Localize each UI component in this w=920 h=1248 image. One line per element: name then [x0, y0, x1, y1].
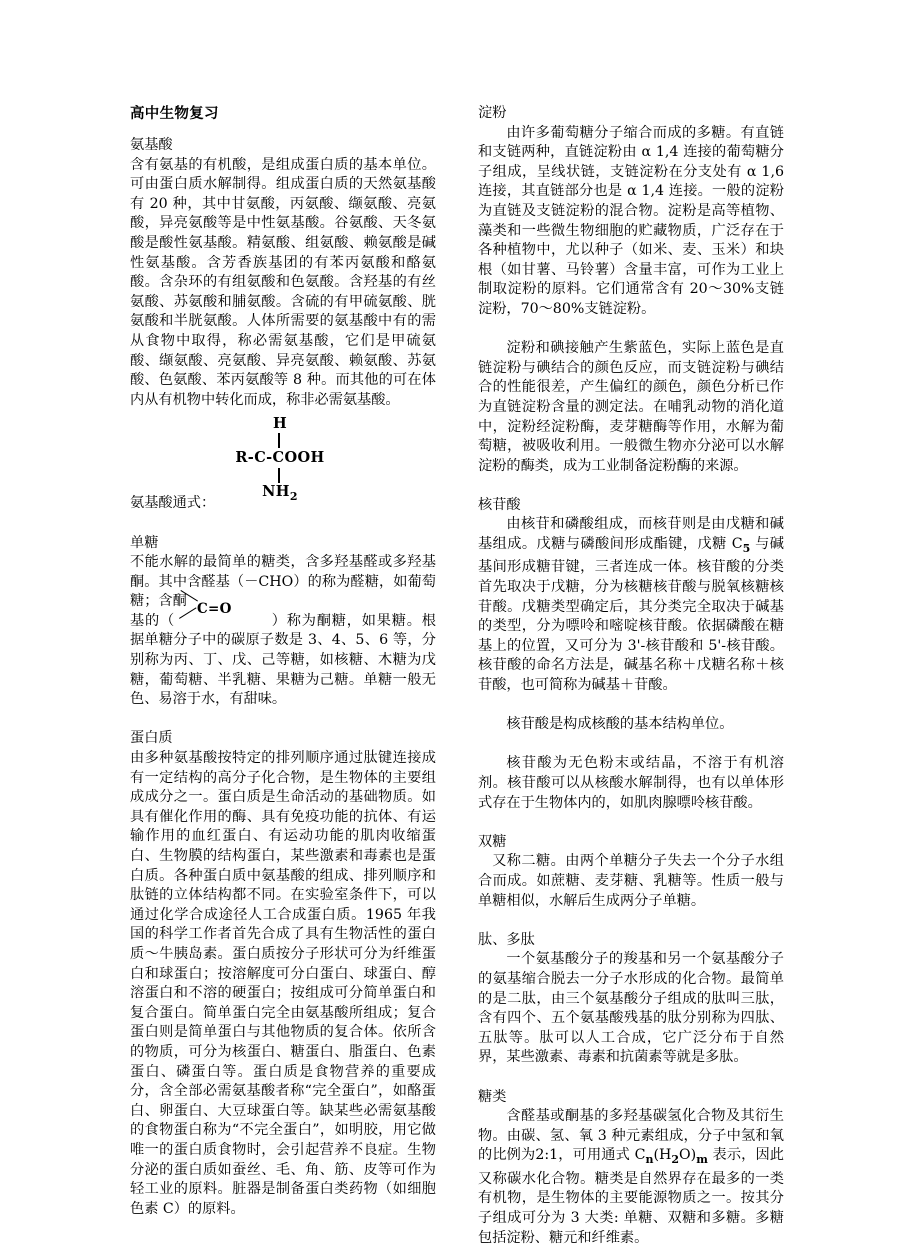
amino-acid-formula-caption: 氨基酸通式： — [130, 495, 216, 512]
ketone-prefix-text: 基的（ — [130, 612, 175, 629]
section-body-monosaccharide-part1: 不能水解的最简单的糖类，含多羟基醛或多羟基酮。其中含醛基（－CHO）的称为醛糖，如葡萄糖；含酮 — [130, 554, 436, 610]
formula-subscript-n: n — [645, 1153, 654, 1167]
spacer — [130, 710, 436, 730]
section-body-monosaccharide-part2 — [130, 600, 436, 710]
section-body-starch-para1: 由许多葡萄糖分子缩合而成的多糖。有直链和支链两种，直链淀粉由 α 1,4 连接的葡萄糖分子组成，呈线状链，支链淀粉在分支处有 α 1,6 连接，其直链部分也是 α 1,4 连接。一般的淀粉为直链及支链淀粉的混合物。淀粉是高等植物、藻类和一些微生物细胞的贮藏物质，广泛存在于各种植物中，尤以种子（如米、麦、玉米）和块根（如甘薯、马铃薯）含量丰富，可作为工业上制取淀粉的原料。它们通常含有 20～30%支链淀粉，70～80%支链淀粉。 — [478, 124, 784, 317]
spacer — [478, 813, 784, 833]
formula-subscript-m: m — [696, 1153, 708, 1167]
formula-amino-base: NH — [262, 483, 290, 501]
section-body-protein: 由多种氨基酸按特定的排列顺序通过肽键连接成有一定结构的高分子化合物，是生物体的主要组成成分之一。蛋白质是生命活动的基础物质。如具有催化作用的酶、具有免疫功能的抗体、有运输作用的血红蛋白、有运动功能的肌肉收缩蛋白、生物膜的结构蛋白，某些激素和毒素也是蛋白质。各种蛋白质中氨基酸的组成、排列顺序和肽链的立体结构都不同。在实验室条件下，可以通过化学合成途径人工合成蛋白质。1965 年我国的科学工作者首先合成了具有生物活性的蛋白质～牛胰岛素。蛋白质按分子形状可分为纤维蛋白和球蛋白；按溶解度可分白蛋白、球蛋白、醇溶蛋白和不溶的硬蛋白；按组成可分简单蛋白和复合蛋白。简单蛋白完全由氨基酸所组成；复合蛋白则是简单蛋白与其他物质的复合体。依所含的物质，可分为核蛋白、糖蛋白、脂蛋白、色素蛋白、磷蛋白等。蛋白质是食物营养的重要成分，含全部必需氨基酸者称“完全蛋白”，如酪蛋白、卵蛋白、大豆球蛋白等。缺某些必需氨基酸的食物蛋白称为“不完全蛋白”，如明胶，用它做唯一的蛋白质食物时，会引起营养不良症。生物分泌的蛋白质如蚕丝、毛、角、筋、皮等可作为轻工业的原料。脏器是制备蛋白类药物（如细胞色素 C）的原料。 — [130, 750, 436, 1217]
formula-bond-upper — [278, 433, 280, 448]
section-heading-starch: 淀粉 — [478, 105, 507, 121]
spacer — [478, 911, 784, 931]
section-heading-protein: 蛋白质 — [130, 730, 173, 747]
formula-backbone: R-C-COOH — [235, 449, 325, 467]
saccharide-text-d: 表示，因此又称碳水化合物。糖类是自然界存在最多的一类有机物，是生物体的主要能源物质之一。按其分子组成可分为 3 大类: 单糖、双糖和多糖。多糖包括淀粉、糖元和纤维素。 — [478, 1147, 784, 1246]
section-heading-peptide: 肽、多肽 — [478, 931, 535, 948]
page-title: 高中生物复习 — [130, 105, 219, 122]
section-heading-monosaccharide: 单糖 — [130, 534, 159, 551]
section-body-disaccharide: 又称二糖。由两个单糖分子失去一个分子水组合而成。如蔗糖、麦芽糖、乳糖等。性质一般与单糖相似，水解后生成两分子单糖。 — [478, 853, 784, 909]
spacer — [478, 320, 784, 340]
spacer — [478, 476, 784, 496]
section-body-nucleotide-para2: 核苷酸是构成核酸的基本结构单位。 — [506, 716, 734, 733]
formula-amino-subscript: 2 — [289, 490, 298, 504]
section-heading-saccharide: 糖类 — [478, 1088, 507, 1105]
section-body-nucleotide-para3: 核苷酸为无色粉末或结晶，不溶于有机溶剂。核苷酸可以从核酸水解制得，也有以单体形式存在于生物体内的，如肌肉腺嘌呤核苷酸。 — [478, 755, 784, 811]
saccharide-text-a: 含醛基或酮基的多羟基碳氢化合物及其衍生物。由碳、氢、氧 3 种元素组成，分子中氢和氧的比例为2:1，可用通式 C — [478, 1108, 784, 1164]
right-column — [478, 104, 784, 1248]
section-body-saccharide — [478, 1107, 784, 1248]
saccharide-text-c: O) — [679, 1147, 697, 1164]
ketone-group-structure — [175, 600, 271, 625]
section-heading-amino-acid: 氨基酸 — [130, 137, 173, 153]
section-body-amino-acid: 含有氨基的有机酸，是组成蛋白质的基本单位。可由蛋白质水解制得。组成蛋白质的天然氨基酸有 20 种，其中甘氨酸，丙氨酸、缬氨酸、亮氨酸，异亮氨酸等是中性氨基酸。谷氨酸、天冬氨酸是酸性氨基酸。精氨酸、组氨酸、赖氨酸是碱性氨基酸。含芳香族基团的有苯丙氨酸和酪氨酸。含杂环的有组氨酸和色氨酸。含羟基的有丝氨酸、苏氨酸和脯氨酸。含硫的有甲硫氨酸、胱氨酸和半胱氨酸。人体所需要的氨基酸中有的需从食物中取得，称必需氨基酸，它们是甲硫氨酸、缬氨酸、亮氨酸、异亮氨酸、赖氨酸、苏氨酸、色氨酸、苯丙氨酸等 8 种。而其他的可在体内从有机物中转化而成，称非必需氨基酸。 — [130, 156, 436, 408]
formula-subscript-2: 2 — [671, 1153, 680, 1167]
formula-atom-hydrogen: H — [272, 415, 288, 433]
section-body-nucleotide-para1 — [478, 515, 784, 695]
formula-bond-lower — [278, 468, 280, 483]
section-body-starch-para2: 淀粉和碘接触产生紫蓝色，实际上蓝色是直链淀粉与碘结合的颜色反应，而支链淀粉与碘结合的性能很差，产生偏红的颜色，颜色分析已作为直链淀粉含量的测定法。在哺乳动物的消化道中，淀粉经淀粉酶，麦芽糖酶等作用，水解为葡萄糖，被吸收利用。一般微生物亦分泌可以水解淀粉的酶类，成为工业制备淀粉酶的来源。 — [478, 340, 784, 474]
pentose-carbon-subscript: 5 — [742, 541, 751, 555]
section-heading-disaccharide: 双糖 — [478, 833, 507, 850]
nucleotide-text-b: 与碱基间形成糖苷键，三者连成一体。核苷酸的分类首先取决于戊糖，分为核糖核苷酸与脱氧核糖核苷酸。戊糖类型确定后，其分类完全取决于碱基的类型，分为嘌呤和嘧啶核苷酸。依据磷酸在糖基上的位置，又可分为 3'-核苷酸和 5'-核苷酸。核苷酸的命名方法是，碱基名称＋戊糖名称＋核苷酸，也可简称为碱基＋苷酸。 — [478, 536, 784, 694]
spacer — [478, 1068, 784, 1088]
spacer — [478, 735, 784, 755]
ketone-carbonyl-label: C=O — [197, 600, 232, 617]
spacer — [478, 696, 784, 716]
saccharide-text-b: (H — [653, 1147, 672, 1164]
section-body-peptide: 一个氨基酸分子的羧基和另一个氨基酸分子的氨基缩合脱去一分子水形成的化合物。最简单的是二肽，由三个氨基酸分子组成的肽叫三肽，含有四个、五个氨基酸残基的肽分别称为四肽、五肽等。肽可以人工合成，它广泛分布于自然界，某些激素、毒素和抗菌素等就是多肽。 — [478, 951, 784, 1066]
nucleotide-text-a: 由核苷和磷酸组成，而核苷则是由戊糖和碱基组成。戊糖与磷酸间形成酯键，戊糖 C — [478, 516, 784, 553]
left-column — [130, 136, 436, 1219]
section-heading-nucleotide: 核苷酸 — [478, 496, 521, 513]
ketone-suffix-text: ）称为酮糖，如果糖。根据单糖分子中的碳原子数是 3、4、5、6 等，分别称为丙、丁、戊、己等糖，如核糖、木糖为戊糖，葡萄糖、半乳糖、果糖为己糖。单糖一般无色、易溶于水，有甜味。 — [130, 612, 436, 708]
